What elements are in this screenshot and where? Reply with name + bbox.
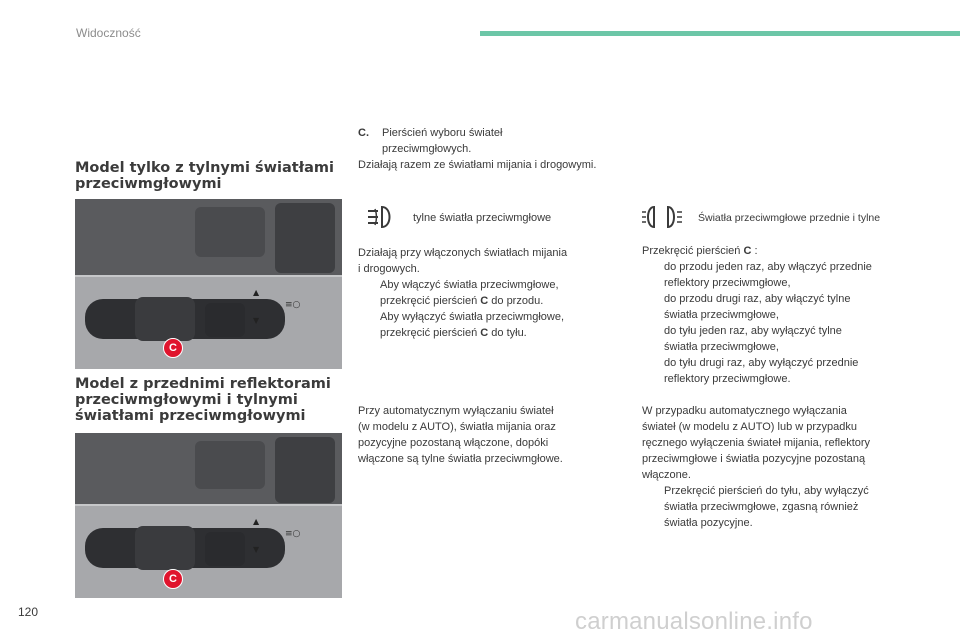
callout-key: C. xyxy=(358,127,369,139)
callout-c xyxy=(358,125,628,173)
intro-line: Przekręcić pierścień C : xyxy=(642,245,758,257)
rear-fog-instructions xyxy=(358,245,608,341)
callout-note: Działają razem ze światłami mijania i drogowymi. xyxy=(358,159,597,171)
rear-fog-lamp-icon xyxy=(362,199,398,235)
front-rear-fog-auto-paragraph: W przypadku automatycznego wyłączania świateł (w modelu z AUTO) lub w przypadku ręcznego wyłączenia świateł mijania, reflektory przeciwmgłowe i światła pozycyjne pozostaną włączone. Przekręcić pierścień do tyłu, aby wyłączyć światła przeciwmgłowe, zgasną również światła pozycyjne. xyxy=(642,403,922,531)
intro-line: Działają przy włączonych światłach mijania xyxy=(358,247,568,259)
list-item: do tyłu drugi raz, aby wyłączyć przednie reflektory przeciwmgłowe. xyxy=(664,357,859,385)
stalk-photo-rear-fog xyxy=(75,199,342,369)
ring-c-label: C xyxy=(163,338,183,358)
watermark: carmanualsonline.info xyxy=(575,608,813,635)
svg-text:▲: ▲ xyxy=(253,517,260,526)
stalk-photo-front-rear-fog xyxy=(75,433,342,598)
rear-fog-auto-paragraph: Przy automatycznym wyłączaniu świateł (w modelu z AUTO), światła mijania oraz pozycyjne pozostaną włączone, dopóki włączone są tylne światła przeciwmgłowe. xyxy=(358,405,563,465)
list-item: Przekręcić pierścień do tyłu, aby wyłączyć światła przeciwmgłowe, zgasną również światła pozycyjne. xyxy=(664,485,869,529)
page-number: 120 xyxy=(18,605,39,619)
callout-line: przeciwmgłowych. xyxy=(382,143,472,155)
intro-line: i drogowych. xyxy=(358,263,420,275)
dashboard-controls xyxy=(275,203,335,273)
ring-c-label: C xyxy=(163,569,183,589)
callout-line: Pierścień wyboru świateł xyxy=(382,127,503,139)
list-item: do tyłu jeden raz, aby wyłączyć tylne światła przeciwmgłowe, xyxy=(664,325,842,353)
stalk-closeup xyxy=(75,504,342,598)
svg-text:▲: ▲ xyxy=(253,288,260,297)
header-accent-bar xyxy=(480,31,960,36)
list-item: Aby wyłączyć światła przeciwmgłowe, przekręcić pierścień C do tyłu. xyxy=(380,311,564,339)
front-rear-fog-lamp-icon xyxy=(642,201,682,233)
svg-text:≡○: ≡○ xyxy=(285,300,301,310)
stalk-closeup xyxy=(75,275,342,369)
svg-text:▼: ▼ xyxy=(253,316,260,325)
dashboard-vent xyxy=(195,441,265,489)
lighting-stalk-drawing xyxy=(75,506,342,598)
dashboard-vent xyxy=(195,207,265,257)
page-section-title: Widoczność xyxy=(76,26,141,40)
svg-text:≡○: ≡○ xyxy=(285,529,301,539)
front-rear-fog-icon-label: Światła przeciwmgłowe przednie i tylne xyxy=(698,212,881,224)
front-rear-fog-instructions xyxy=(642,243,912,387)
rear-fog-icon-label: tylne światła przeciwmgłowe xyxy=(413,212,552,224)
list-item: do przodu drugi raz, aby włączyć tylne światła przeciwmgłowe, xyxy=(664,293,851,321)
svg-text:▼: ▼ xyxy=(253,545,260,554)
list-item: do przodu jeden raz, aby włączyć przednie reflektory przeciwmgłowe, xyxy=(664,261,872,289)
list-item: Aby włączyć światła przeciwmgłowe, przekręcić pierścień C do przodu. xyxy=(380,279,559,307)
section1-title: Model tylko z tylnymi światłami przeciwmgłowymi xyxy=(75,160,334,192)
section2-title: Model z przednimi reflektorami przeciwmgłowymi i tylnymi światłami przeciwmgłowymi xyxy=(75,376,331,424)
lighting-stalk-drawing xyxy=(75,277,342,369)
dashboard-controls xyxy=(275,437,335,503)
